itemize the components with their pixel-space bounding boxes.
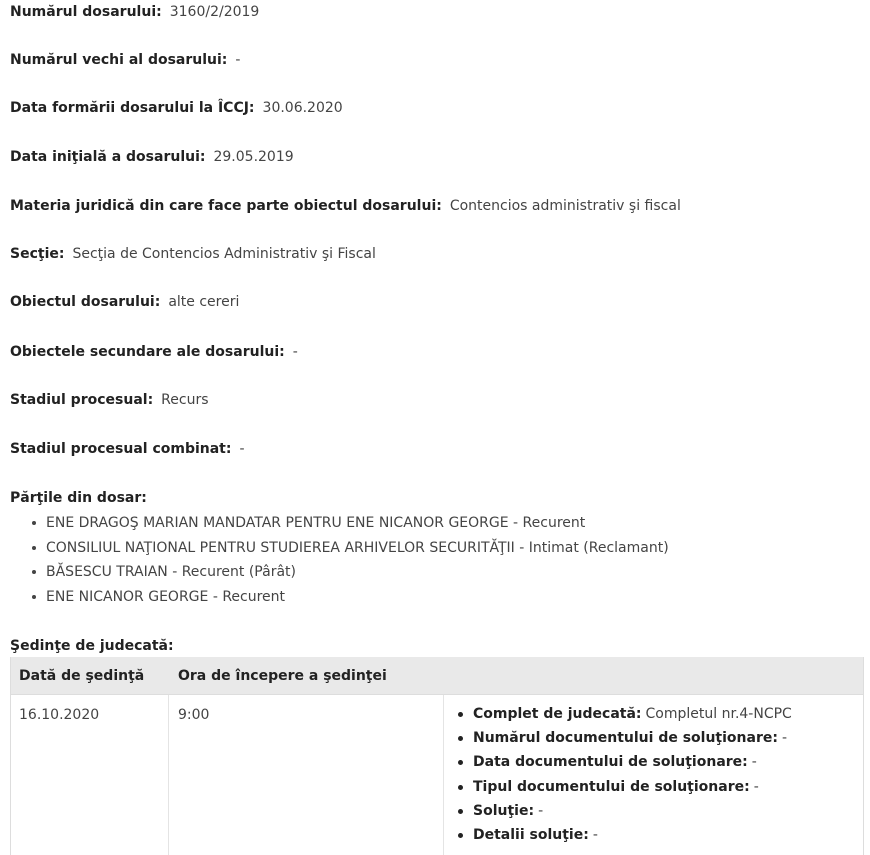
detail-label: Numărul documentului de soluţionare:: [473, 730, 778, 747]
field-value: Contencios administrativ şi fiscal: [449, 198, 681, 214]
field-value: 29.05.2019: [213, 149, 294, 165]
field-value: alte cereri: [168, 294, 240, 310]
field-combined-procedural-stage: [10, 439, 245, 459]
hearings-title: Şedinţe de judecată:: [10, 638, 174, 654]
detail-item-document-date: [455, 750, 792, 774]
column-header-time: Ora de începere a şedinţei: [178, 668, 387, 684]
detail-value: Completul nr.4-NCPC: [645, 706, 792, 722]
field-label: Obiectele secundare ale dosarului:: [10, 344, 285, 360]
detail-value: -: [592, 827, 598, 844]
table-header: [11, 657, 863, 695]
field-value: Secţia de Contencios Administrativ şi Fiscal: [72, 246, 376, 262]
field-initial-date: [10, 147, 294, 167]
detail-value: -: [753, 778, 759, 795]
field-legal-matter: [10, 196, 681, 216]
list-item: ENE NICANOR GEORGE - Recurent: [30, 585, 669, 610]
detail-label: Soluţie:: [473, 802, 535, 819]
field-value: -: [235, 52, 241, 68]
list-item: BĂSESCU TRAIAN - Recurent (Pârât): [30, 560, 669, 585]
field-secondary-objects: [10, 342, 298, 362]
detail-label: Complet de judecată:: [473, 706, 642, 722]
detail-item-document-number: [455, 726, 792, 750]
detail-item-panel: [455, 702, 792, 726]
field-section: [10, 244, 376, 264]
list-item: CONSILIUL NAŢIONAL PENTRU STUDIEREA ARHIVELOR SECURITĂŢII - Intimat (Reclamant): [30, 536, 669, 561]
field-label: Obiectul dosarului:: [10, 294, 161, 310]
field-label: Data formării dosarului la ÎCCJ:: [10, 100, 255, 116]
parties-title: Părţile din dosar:: [10, 490, 147, 506]
field-value: -: [292, 344, 298, 360]
field-case-number: [10, 2, 259, 22]
hearing-date: 16.10.2020: [19, 707, 100, 723]
field-label: Stadiul procesual combinat:: [10, 441, 232, 457]
detail-value: -: [538, 802, 544, 819]
hearing-details-list: [455, 702, 792, 847]
detail-label: Tipul documentului de soluţionare:: [473, 778, 750, 795]
field-label: Data iniţială a dosarului:: [10, 149, 206, 165]
field-label: Numărul vechi al dosarului:: [10, 52, 228, 68]
detail-label: Data documentului de soluţionare:: [473, 754, 748, 771]
list-item: ENE DRAGOŞ MARIAN MANDATAR PENTRU ENE NICANOR GEORGE - Recurent: [30, 511, 669, 536]
detail-item-document-type: [455, 775, 792, 799]
field-value: Recurs: [161, 392, 209, 408]
field-value: 3160/2/2019: [169, 4, 260, 20]
detail-label: Detalii soluţie:: [473, 827, 589, 844]
field-label: Secţie:: [10, 246, 65, 262]
detail-value: -: [751, 754, 757, 771]
column-header-date: Dată de şedinţă: [19, 668, 145, 684]
field-value: -: [239, 441, 245, 457]
column-divider: [168, 695, 169, 855]
detail-value: -: [781, 730, 788, 747]
field-formation-date: [10, 98, 343, 118]
field-label: Stadiul procesual:: [10, 392, 154, 408]
hearings-table: [10, 657, 864, 855]
parties-list: [30, 511, 669, 609]
column-divider: [443, 695, 444, 855]
field-procedural-stage: [10, 390, 209, 410]
field-old-case-number: [10, 50, 240, 70]
hearing-time: 9:00: [178, 707, 210, 723]
field-value: 30.06.2020: [262, 100, 343, 116]
detail-item-solution-details: [455, 823, 792, 847]
field-label: Numărul dosarului:: [10, 4, 162, 20]
detail-item-solution: [455, 799, 792, 823]
field-case-object: [10, 292, 239, 312]
field-label: Materia juridică din care face parte obiectul dosarului:: [10, 198, 442, 214]
